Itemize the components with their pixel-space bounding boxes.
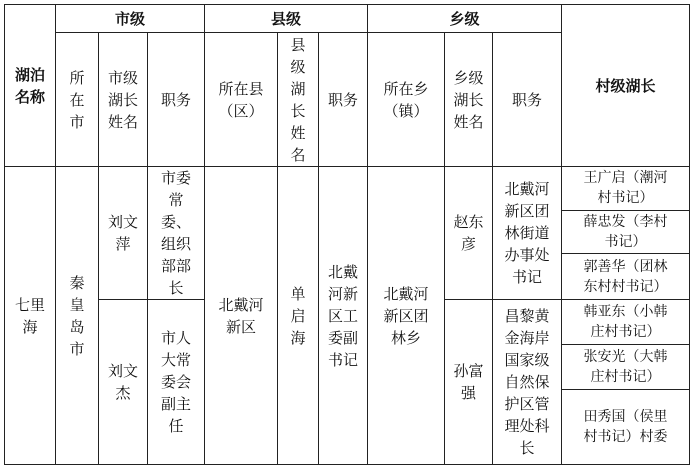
header-county-position: 职务: [319, 33, 368, 167]
township-chief-name: 赵东彦: [445, 167, 493, 300]
header-township: 所在乡（镇）: [368, 33, 445, 167]
header-village-chief: 村级湖长: [562, 5, 690, 167]
township-cell: 北戴河新区团林乡: [368, 167, 445, 465]
city-chief-position: 市人大常委会副主任: [148, 300, 205, 465]
city-chief-name: 刘文杰: [99, 300, 148, 465]
header-lake-name: 湖泊名称: [5, 5, 56, 167]
header-city-chief: 市级湖长姓名: [99, 33, 148, 167]
village-chief-cell: 张安光（大韩庄村书记）: [562, 345, 690, 390]
header-city: 所在市: [56, 33, 99, 167]
village-chief-cell: 郭善华（团林东村村书记）: [562, 254, 690, 300]
header-township-level: 乡级: [368, 5, 562, 33]
county-chief-position: 北戴河新区工委副书记: [319, 167, 368, 465]
village-chief-cell: 王广启（潮河村书记）: [562, 167, 690, 211]
header-county: 所在县（区）: [205, 33, 278, 167]
header-city-position: 职务: [148, 33, 205, 167]
lake-chief-table: [4, 4, 690, 465]
village-chief-cell: 韩亚东（小韩庄村书记）: [562, 300, 690, 345]
city-cell: 秦皇岛市: [56, 167, 99, 465]
city-chief-name: 刘文萍: [99, 167, 148, 300]
city-chief-position: 市委常委、组织部部长: [148, 167, 205, 300]
header-county-level: 县级: [205, 5, 368, 33]
township-chief-position: 昌黎黄金海岸国家级自然保护区管理处科长: [493, 300, 562, 465]
header-township-position: 职务: [493, 33, 562, 167]
header-county-chief: 县级湖长姓名: [278, 33, 319, 167]
county-chief-name: 单启海: [278, 167, 319, 465]
lake-name-cell: 七里海: [5, 167, 56, 465]
village-chief-cell: 田秀国（侯里村书记）村委: [562, 390, 690, 465]
county-cell: 北戴河新区: [205, 167, 278, 465]
header-township-chief: 乡级湖长姓名: [445, 33, 493, 167]
township-chief-name: 孙富强: [445, 300, 493, 465]
village-chief-cell: 薛忠发（李村书记）: [562, 210, 690, 254]
header-city-level: 市级: [56, 5, 205, 33]
township-chief-position: 北戴河新区团林街道办事处书记: [493, 167, 562, 300]
